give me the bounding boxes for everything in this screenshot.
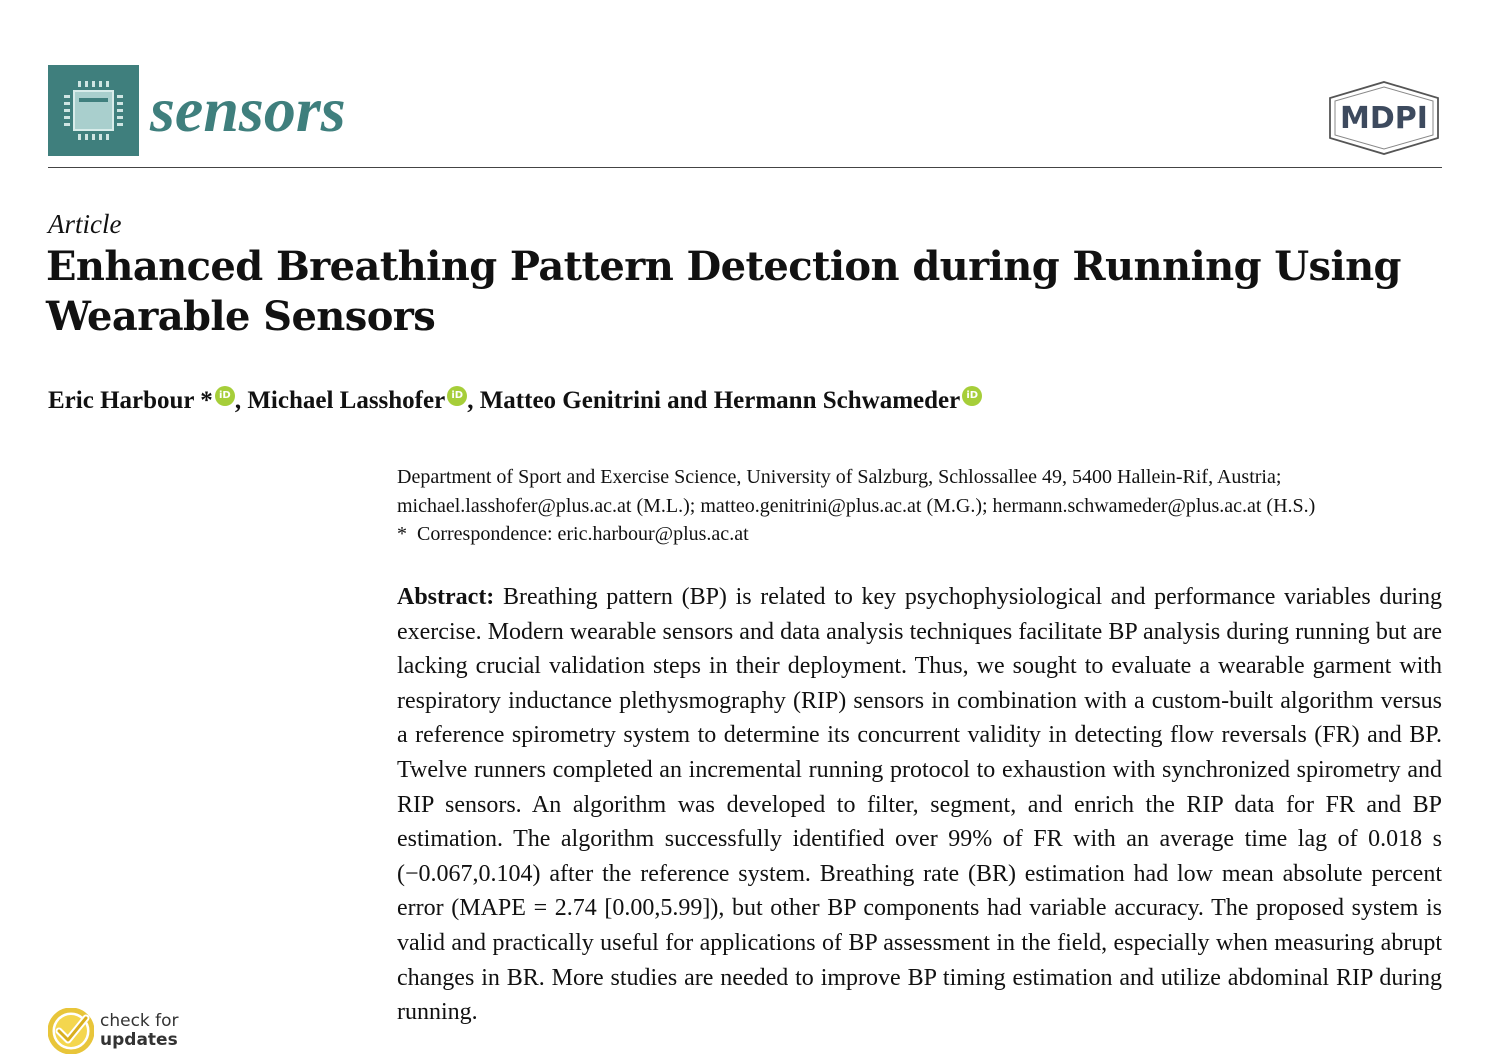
abstract xyxy=(397,580,1442,1030)
orcid-icon[interactable]: iD xyxy=(215,386,235,406)
check-for-updates-badge[interactable] xyxy=(48,1008,198,1056)
correspondence-email[interactable]: Correspondence: eric.harbour@plus.ac.at xyxy=(417,523,749,545)
author-list xyxy=(48,385,1468,417)
article-type: Article xyxy=(48,209,122,239)
updates-text xyxy=(100,1012,179,1050)
journal-logo[interactable] xyxy=(48,65,139,156)
header-divider xyxy=(48,167,1442,168)
affiliation-line: Department of Sport and Exercise Science, University of Salzburg, Schlossallee 49, 5400 Hallein-Rif, Austria; xyxy=(397,466,1282,488)
article-title: Enhanced Breathing Pattern Detection during Running Using Wearable Sensors xyxy=(46,243,1401,340)
orcid-icon[interactable]: iD xyxy=(962,386,982,406)
correspondence-marker: * xyxy=(397,523,407,545)
updates-line2: updates xyxy=(100,1030,178,1050)
author-name[interactable]: , Matteo Genitrini and Hermann Schwameder xyxy=(467,387,961,414)
author-emails[interactable]: michael.lasshofer@plus.ac.at (M.L.); matteo.genitrini@plus.ac.at (M.G.); hermann.schwameder@plus.ac.at (H.S.) xyxy=(397,494,1316,517)
abstract-text: Breathing pattern (BP) is related to key psychophysiological and performance variables during exercise. Modern wearable sensors and data analysis techniques facilitate BP analysis during running but are lacking crucial validation steps in their deployment. Thus, we sought to evaluate a wearable garment with respiratory inductance plethysmography (RIP) sensors in combination with a custom-built algorithm versus a reference spirometry system to determine its concurrent validity in detecting flow reversals (FR) and BP. Twelve runners completed an incremental running protocol to exhaustion with synchronized spirometry and RIP sensors. An algorithm was developed to filter, segment, and enrich the RIP data for FR and BP estimation. The algorithm successfully identified over 99% of FR with an average time lag of 0.018 s (−0.067,0.104) after the reference system. Breathing rate (BR) estimation had low mean absolute percent error (MAPE = 2.74 [0.00,5.99]), but other BP components had variable accuracy. The proposed system is valid and practically useful for applications of BP assessment in the field, especially when measuring abrupt changes in BR. More studies are needed to improve BP timing estimation and utilize abdominal RIP during running. xyxy=(397,584,1442,1026)
chip-icon xyxy=(48,65,139,156)
correspondence xyxy=(397,520,1457,549)
author-name[interactable]: , Michael Lasshofer xyxy=(234,387,446,414)
author-name[interactable]: Eric Harbour * xyxy=(48,387,213,414)
publisher-logo[interactable] xyxy=(1326,80,1442,156)
journal-name: sensors xyxy=(150,74,346,145)
abstract-label: Abstract: xyxy=(397,584,495,610)
checkmark-icon xyxy=(48,1008,94,1054)
affiliations xyxy=(397,463,1457,549)
orcid-icon[interactable]: iD xyxy=(447,386,467,406)
updates-line1: check for xyxy=(100,1011,179,1031)
publisher-logo-text: MDPI xyxy=(1340,101,1428,136)
mdpi-hexagon-icon xyxy=(1326,80,1442,156)
